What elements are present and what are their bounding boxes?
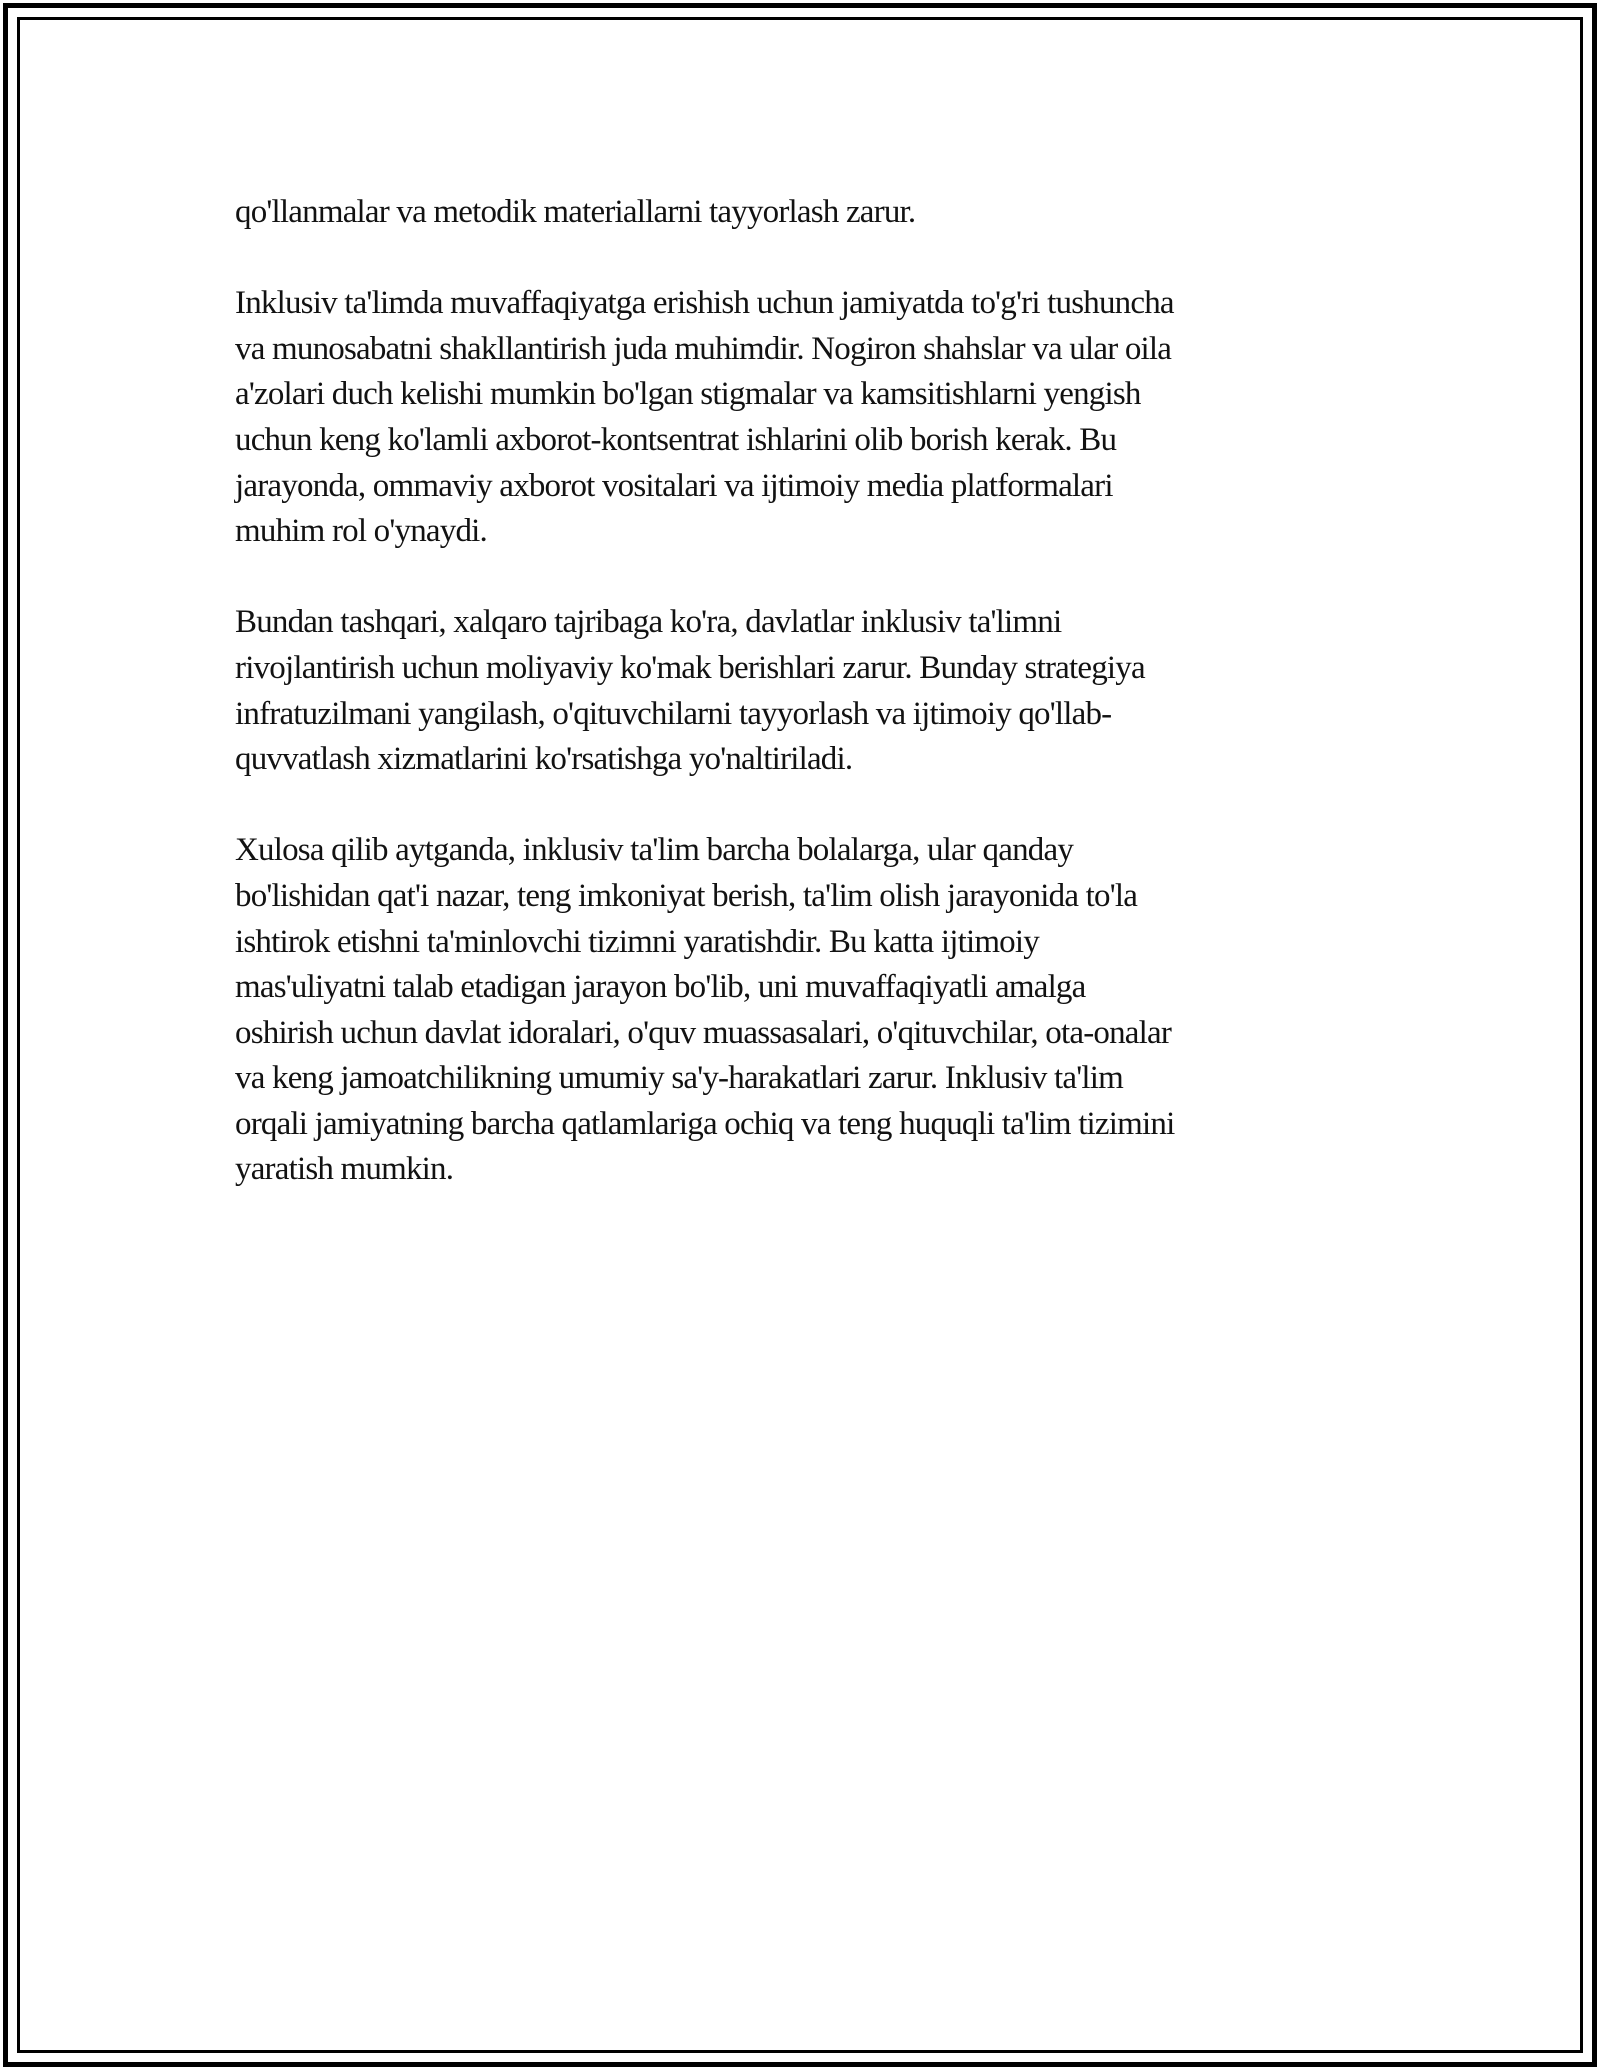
text-line: mas'uliyatni talab etadigan jarayon bo'lib, uni muvaffaqiyatli amalga [235, 969, 1086, 1006]
paragraph [235, 600, 1415, 782]
text-line: va keng jamoatchilikning umumiy sa'y-harakatlari zarur. Inklusiv ta'lim [235, 1060, 1124, 1097]
text-line: qo'llanmalar va metodik materiallarni tayyorlash zarur. [235, 194, 916, 230]
text-line: orqali jamiyatning barcha qatlamlariga ochiq va teng huquqli ta'lim tizimini [235, 1105, 1175, 1142]
text-line: quvvatlash xizmatlarini ko'rsatishga yo'naltiriladi. [235, 741, 853, 778]
text-line: Inklusiv ta'limda muvaffaqiyatga erishish uchun jamiyatda to'g'ri tushuncha [235, 285, 1174, 322]
paragraph [235, 281, 1415, 555]
text-line: Xulosa qilib aytganda, inklusiv ta'lim barcha bolalarga, ular qanday [235, 832, 1074, 869]
text-line: yaratish mumkin. [235, 1151, 454, 1188]
text-line: ishtirok etishni ta'minlovchi tizimni yaratishdir. Bu katta ijtimoiy [235, 923, 1039, 960]
text-line: va munosabatni shakllantirish juda muhimdir. Nogiron shahslar va ular oila [235, 330, 1172, 367]
paragraph [235, 828, 1415, 1193]
text-line: rivojlantirish uchun moliyaviy ko'mak berishlari zarur. Bunday strategiya [235, 649, 1145, 686]
text-line: Bundan tashqari, xalqaro tajribaga ko'ra, davlatlar inklusiv ta'limni [235, 604, 1062, 641]
paragraph [235, 190, 1415, 236]
document-text [235, 190, 1415, 1193]
text-line: oshirish uchun davlat idoralari, o'quv muassasalari, o'qituvchilar, ota-onalar [235, 1014, 1172, 1051]
text-line: jarayonda, ommaviy axborot vositalari va ijtimoiy media platformalari [235, 467, 1113, 504]
text-line: uchun keng ko'lamli axborot-kontsentrat ishlarini olib borish kerak. Bu [235, 421, 1117, 458]
text-line: a'zolari duch kelishi mumkin bo'lgan stigmalar va kamsitishlarni yengish [235, 376, 1141, 413]
text-line: bo'lishidan qat'i nazar, teng imkoniyat berish, ta'lim olish jarayonida to'la [235, 877, 1138, 914]
text-line: infratuzilmani yangilash, o'qituvchilarni tayyorlash va ijtimoiy qo'llab- [235, 695, 1112, 732]
text-line: muhim rol o'ynaydi. [235, 513, 487, 550]
